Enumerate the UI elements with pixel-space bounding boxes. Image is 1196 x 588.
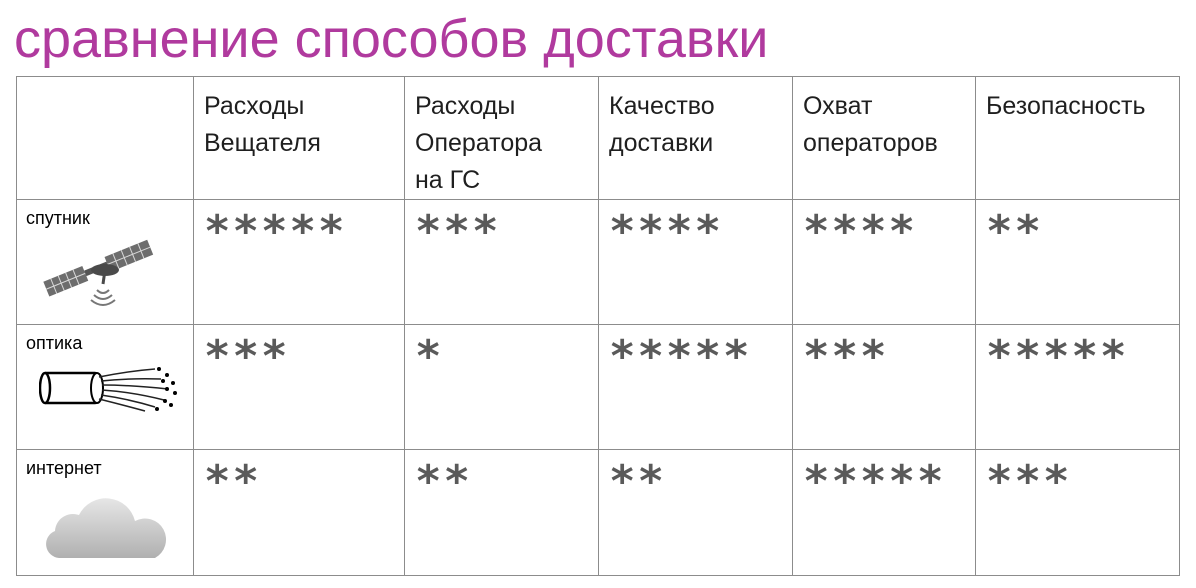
fiber-optic-cable-icon — [39, 363, 189, 418]
rating-cell — [599, 200, 793, 325]
header-row — [17, 77, 1180, 200]
table-row — [17, 450, 1180, 576]
rating-cell — [194, 200, 405, 325]
table-row — [17, 325, 1180, 450]
column-header: Качество доставки — [609, 92, 715, 157]
rating-stars: *** — [803, 331, 889, 382]
rating-stars: ** — [986, 206, 1043, 257]
column-header: Охват операторов — [803, 92, 938, 157]
row-label: оптика — [26, 333, 83, 353]
page-title: сравнение способов доставки — [14, 9, 769, 69]
row-label: спутник — [26, 208, 90, 228]
rating-stars: * — [415, 331, 444, 382]
table-row — [17, 200, 1180, 325]
rating-cell — [405, 450, 599, 576]
rating-cell — [793, 200, 976, 325]
row-label-cell — [17, 450, 194, 576]
satellite-icon — [39, 230, 169, 315]
rating-stars: **** — [609, 206, 723, 257]
rating-stars: ** — [415, 456, 472, 507]
header-cell — [793, 77, 976, 200]
rating-cell — [976, 200, 1180, 325]
rating-cell — [976, 450, 1180, 576]
rating-stars: ***** — [609, 331, 752, 382]
header-cell — [405, 77, 599, 200]
rating-stars: ***** — [803, 456, 946, 507]
rating-stars: *** — [415, 206, 501, 257]
rating-stars: **** — [803, 206, 917, 257]
header-cell-empty — [17, 77, 194, 200]
cloud-icon — [45, 482, 169, 567]
rating-stars: *** — [204, 331, 290, 382]
rating-cell — [405, 200, 599, 325]
header-cell — [194, 77, 405, 200]
rating-cell — [793, 325, 976, 450]
rating-stars: ***** — [204, 206, 347, 257]
rating-stars: *** — [986, 456, 1072, 507]
header-cell — [599, 77, 793, 200]
row-label: интернет — [26, 458, 102, 478]
column-header: Расходы Вещателя — [204, 92, 321, 157]
rating-cell — [599, 325, 793, 450]
rating-stars: ** — [609, 456, 666, 507]
rating-cell — [405, 325, 599, 450]
row-label-cell — [17, 325, 194, 450]
rating-cell — [976, 325, 1180, 450]
rating-cell — [599, 450, 793, 576]
column-header: Расходы Оператора на ГС — [415, 92, 543, 194]
rating-stars: ** — [204, 456, 261, 507]
row-label-cell — [17, 200, 194, 325]
rating-stars: ***** — [986, 331, 1129, 382]
header-cell — [976, 77, 1180, 200]
rating-cell — [194, 450, 405, 576]
rating-cell — [793, 450, 976, 576]
column-header: Безопасность — [986, 92, 1146, 120]
rating-cell — [194, 325, 405, 450]
comparison-table — [16, 76, 1180, 576]
